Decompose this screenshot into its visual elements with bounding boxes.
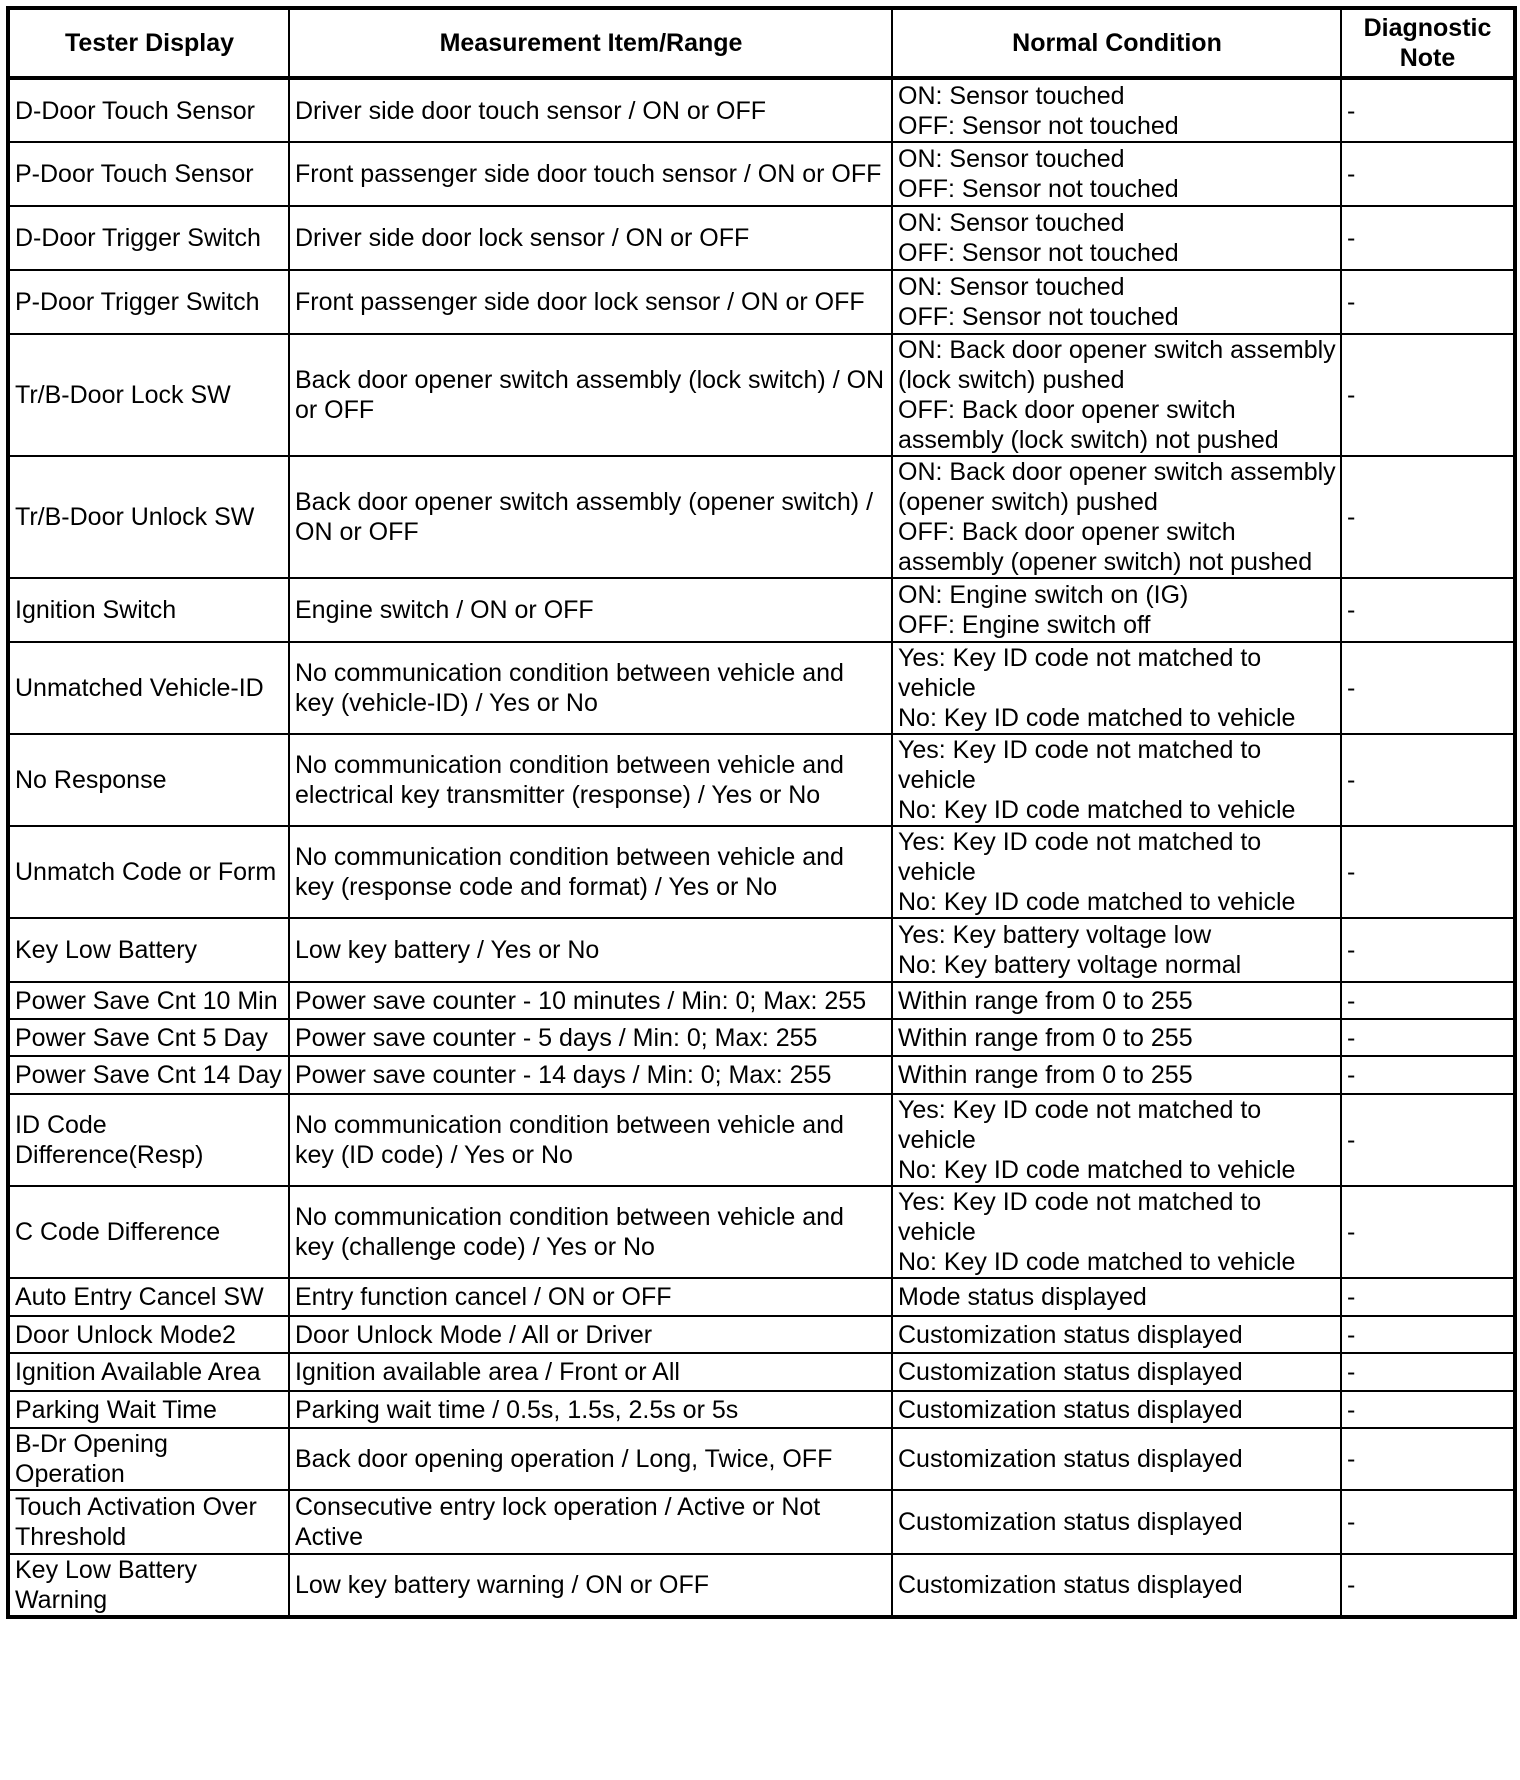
tester-display-cell: P-Door Touch Sensor bbox=[8, 142, 289, 206]
data-list-table bbox=[6, 6, 1517, 1619]
tester-display-cell: Auto Entry Cancel SW bbox=[8, 1278, 289, 1316]
normal-condition-cell: Within range from 0 to 255 bbox=[892, 982, 1341, 1019]
normal-condition-cell: Mode status displayed bbox=[892, 1278, 1341, 1316]
diagnostic-note-cell: - bbox=[1341, 78, 1515, 142]
measurement-item-cell: Front passenger side door lock sensor / ON or OFF bbox=[289, 270, 892, 334]
measurement-item-cell: Low key battery warning / ON or OFF bbox=[289, 1554, 892, 1617]
diagnostic-note-cell: - bbox=[1341, 270, 1515, 334]
tester-display-cell: P-Door Trigger Switch bbox=[8, 270, 289, 334]
diagnostic-note-cell: - bbox=[1341, 642, 1515, 734]
diagnostic-note-cell: - bbox=[1341, 1278, 1515, 1316]
tester-display-cell: B-Dr Opening Operation bbox=[8, 1428, 289, 1490]
table-row bbox=[8, 1094, 1515, 1186]
measurement-item-cell: Power save counter - 5 days / Min: 0; Max: 255 bbox=[289, 1019, 892, 1056]
normal-condition-cell: Within range from 0 to 255 bbox=[892, 1019, 1341, 1056]
tester-display-cell: Power Save Cnt 10 Min bbox=[8, 982, 289, 1019]
normal-condition-cell: Customization status displayed bbox=[892, 1428, 1341, 1490]
table-row bbox=[8, 1278, 1515, 1316]
tester-display-cell: Parking Wait Time bbox=[8, 1391, 289, 1428]
normal-condition-cell: Yes: Key battery voltage low No: Key battery voltage normal bbox=[892, 918, 1341, 982]
measurement-item-cell: Engine switch / ON or OFF bbox=[289, 578, 892, 642]
tester-display-cell: Touch Activation Over Threshold bbox=[8, 1490, 289, 1554]
normal-condition-cell: Customization status displayed bbox=[892, 1554, 1341, 1617]
table-row bbox=[8, 1019, 1515, 1056]
measurement-item-cell: No communication condition between vehicle and key (challenge code) / Yes or No bbox=[289, 1186, 892, 1278]
normal-condition-cell: Customization status displayed bbox=[892, 1316, 1341, 1353]
table-header bbox=[8, 8, 1515, 78]
normal-condition-cell: Yes: Key ID code not matched to vehicle No: Key ID code matched to vehicle bbox=[892, 826, 1341, 918]
tester-display-cell: Power Save Cnt 14 Day bbox=[8, 1056, 289, 1094]
measurement-item-cell: Door Unlock Mode / All or Driver bbox=[289, 1316, 892, 1353]
tester-display-cell: Tr/B-Door Unlock SW bbox=[8, 456, 289, 578]
table-row bbox=[8, 1186, 1515, 1278]
diagnostic-note-cell: - bbox=[1341, 1353, 1515, 1391]
table-row bbox=[8, 142, 1515, 206]
diagnostic-note-cell: - bbox=[1341, 1490, 1515, 1554]
header-tester-display: Tester Display bbox=[8, 8, 289, 78]
table-row bbox=[8, 456, 1515, 578]
tester-display-cell: Door Unlock Mode2 bbox=[8, 1316, 289, 1353]
diagnostic-note-cell: - bbox=[1341, 734, 1515, 826]
normal-condition-cell: ON: Back door opener switch assembly (lock switch) pushed OFF: Back door opener switch assembly (lock switch) not pushed bbox=[892, 334, 1341, 456]
measurement-item-cell: No communication condition between vehicle and key (vehicle-ID) / Yes or No bbox=[289, 642, 892, 734]
table-row bbox=[8, 982, 1515, 1019]
diagnostic-note-cell: - bbox=[1341, 206, 1515, 270]
tester-display-cell: Unmatch Code or Form bbox=[8, 826, 289, 918]
normal-condition-cell: Yes: Key ID code not matched to vehicle No: Key ID code matched to vehicle bbox=[892, 1186, 1341, 1278]
normal-condition-cell: ON: Sensor touched OFF: Sensor not touched bbox=[892, 270, 1341, 334]
header-row bbox=[8, 8, 1515, 78]
tester-display-cell: D-Door Trigger Switch bbox=[8, 206, 289, 270]
header-diagnostic-note: Diagnostic Note bbox=[1341, 8, 1515, 78]
table-row bbox=[8, 1490, 1515, 1554]
tester-display-cell: No Response bbox=[8, 734, 289, 826]
normal-condition-cell: Customization status displayed bbox=[892, 1391, 1341, 1428]
diagnostic-note-cell: - bbox=[1341, 1094, 1515, 1186]
diagnostic-note-cell: - bbox=[1341, 1554, 1515, 1617]
normal-condition-cell: Customization status displayed bbox=[892, 1490, 1341, 1554]
table-row bbox=[8, 206, 1515, 270]
diagnostic-note-cell: - bbox=[1341, 1316, 1515, 1353]
measurement-item-cell: Parking wait time / 0.5s, 1.5s, 2.5s or 5s bbox=[289, 1391, 892, 1428]
diagnostic-note-cell: - bbox=[1341, 578, 1515, 642]
diagnostic-note-cell: - bbox=[1341, 982, 1515, 1019]
normal-condition-cell: Within range from 0 to 255 bbox=[892, 1056, 1341, 1094]
header-measurement-item: Measurement Item/Range bbox=[289, 8, 892, 78]
measurement-item-cell: Back door opener switch assembly (lock switch) / ON or OFF bbox=[289, 334, 892, 456]
tester-display-cell: Ignition Switch bbox=[8, 578, 289, 642]
measurement-item-cell: Entry function cancel / ON or OFF bbox=[289, 1278, 892, 1316]
measurement-item-cell: No communication condition between vehicle and key (response code and format) / Yes or No bbox=[289, 826, 892, 918]
table-body bbox=[8, 78, 1515, 1617]
table-row bbox=[8, 642, 1515, 734]
table-row bbox=[8, 1391, 1515, 1428]
measurement-item-cell: Low key battery / Yes or No bbox=[289, 918, 892, 982]
tester-display-cell: Ignition Available Area bbox=[8, 1353, 289, 1391]
diagnostic-note-cell: - bbox=[1341, 1391, 1515, 1428]
diagnostic-note-cell: - bbox=[1341, 142, 1515, 206]
tester-display-cell: Power Save Cnt 5 Day bbox=[8, 1019, 289, 1056]
normal-condition-cell: Customization status displayed bbox=[892, 1353, 1341, 1391]
table-row bbox=[8, 334, 1515, 456]
tester-display-cell: Key Low Battery bbox=[8, 918, 289, 982]
normal-condition-cell: Yes: Key ID code not matched to vehicle No: Key ID code matched to vehicle bbox=[892, 734, 1341, 826]
tester-display-cell: Tr/B-Door Lock SW bbox=[8, 334, 289, 456]
table-row bbox=[8, 1554, 1515, 1617]
normal-condition-cell: ON: Sensor touched OFF: Sensor not touched bbox=[892, 78, 1341, 142]
normal-condition-cell: ON: Sensor touched OFF: Sensor not touched bbox=[892, 142, 1341, 206]
measurement-item-cell: Driver side door lock sensor / ON or OFF bbox=[289, 206, 892, 270]
table-row bbox=[8, 734, 1515, 826]
measurement-item-cell: No communication condition between vehicle and key (ID code) / Yes or No bbox=[289, 1094, 892, 1186]
normal-condition-cell: Yes: Key ID code not matched to vehicle No: Key ID code matched to vehicle bbox=[892, 1094, 1341, 1186]
measurement-item-cell: Power save counter - 10 minutes / Min: 0; Max: 255 bbox=[289, 982, 892, 1019]
table-row bbox=[8, 1428, 1515, 1490]
measurement-item-cell: Driver side door touch sensor / ON or OFF bbox=[289, 78, 892, 142]
header-normal-condition: Normal Condition bbox=[892, 8, 1341, 78]
normal-condition-cell: ON: Back door opener switch assembly (opener switch) pushed OFF: Back door opener switch assembly (opener switch) not pushed bbox=[892, 456, 1341, 578]
diagnostic-note-cell: - bbox=[1341, 334, 1515, 456]
measurement-item-cell: Power save counter - 14 days / Min: 0; Max: 255 bbox=[289, 1056, 892, 1094]
tester-display-cell: Key Low Battery Warning bbox=[8, 1554, 289, 1617]
tester-display-cell: C Code Difference bbox=[8, 1186, 289, 1278]
normal-condition-cell: Yes: Key ID code not matched to vehicle No: Key ID code matched to vehicle bbox=[892, 642, 1341, 734]
table-row bbox=[8, 78, 1515, 142]
normal-condition-cell: ON: Sensor touched OFF: Sensor not touched bbox=[892, 206, 1341, 270]
diagnostic-note-cell: - bbox=[1341, 1019, 1515, 1056]
measurement-item-cell: Back door opening operation / Long, Twice, OFF bbox=[289, 1428, 892, 1490]
measurement-item-cell: No communication condition between vehicle and electrical key transmitter (response) / Yes or No bbox=[289, 734, 892, 826]
table-row bbox=[8, 578, 1515, 642]
normal-condition-cell: ON: Engine switch on (IG) OFF: Engine switch off bbox=[892, 578, 1341, 642]
measurement-item-cell: Ignition available area / Front or All bbox=[289, 1353, 892, 1391]
measurement-item-cell: Consecutive entry lock operation / Active or Not Active bbox=[289, 1490, 892, 1554]
table-row bbox=[8, 270, 1515, 334]
table-row bbox=[8, 1056, 1515, 1094]
tester-display-cell: Unmatched Vehicle-ID bbox=[8, 642, 289, 734]
table-row bbox=[8, 826, 1515, 918]
measurement-item-cell: Front passenger side door touch sensor / ON or OFF bbox=[289, 142, 892, 206]
table-container bbox=[6, 6, 1517, 1619]
table-row bbox=[8, 918, 1515, 982]
diagnostic-note-cell: - bbox=[1341, 1186, 1515, 1278]
tester-display-cell: ID Code Difference(Resp) bbox=[8, 1094, 289, 1186]
diagnostic-note-cell: - bbox=[1341, 456, 1515, 578]
diagnostic-note-cell: - bbox=[1341, 1428, 1515, 1490]
diagnostic-note-cell: - bbox=[1341, 826, 1515, 918]
table-row bbox=[8, 1316, 1515, 1353]
measurement-item-cell: Back door opener switch assembly (opener switch) / ON or OFF bbox=[289, 456, 892, 578]
table-row bbox=[8, 1353, 1515, 1391]
tester-display-cell: D-Door Touch Sensor bbox=[8, 78, 289, 142]
diagnostic-note-cell: - bbox=[1341, 918, 1515, 982]
diagnostic-note-cell: - bbox=[1341, 1056, 1515, 1094]
